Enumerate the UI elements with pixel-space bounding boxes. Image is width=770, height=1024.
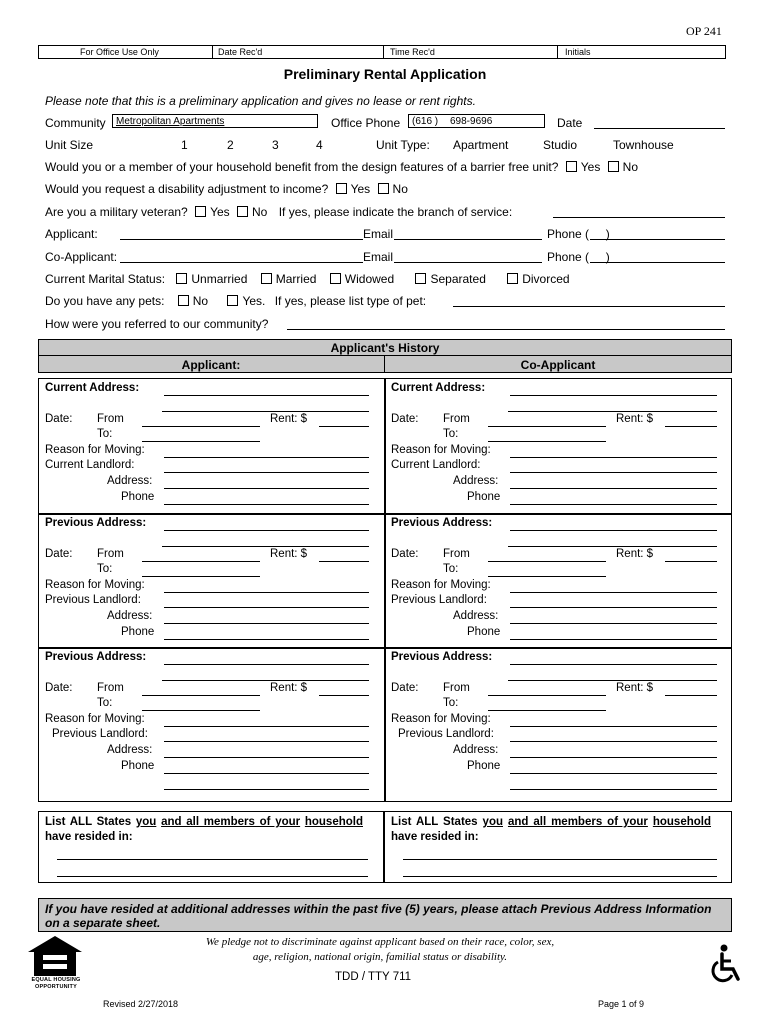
applicant-name-field[interactable] (120, 239, 363, 240)
applicant-previous-2-address-field-1[interactable] (164, 664, 369, 665)
co-applicant-current-from-field[interactable] (488, 426, 606, 427)
time-recd-label: Time Rec'd (390, 47, 435, 57)
applicant-current-rent-label: Rent: $ (270, 413, 308, 425)
co-applicant-current-landlord-address-field[interactable] (510, 488, 717, 489)
co-applicant-previous-1-rent-label: Rent: $ (616, 548, 654, 560)
applicant-previous-2-reason-label: Reason for Moving: (45, 713, 145, 725)
marital-separated-checkbox[interactable] (415, 273, 426, 284)
applicant-previous-2-address-field-2[interactable] (162, 680, 369, 681)
applicant-current-from-label: From (97, 413, 124, 425)
applicant-previous-1-landlord-label: Previous Landlord: (45, 594, 141, 606)
branch-field[interactable] (553, 217, 725, 218)
co-applicant-previous-1-date-label: Date: (391, 548, 419, 560)
pets-row: Do you have any pets: No Yes. If yes, please list type of pet: (45, 294, 427, 308)
co-applicant-current-to-field[interactable] (488, 441, 606, 442)
applicant-previous-1-from-field[interactable] (142, 561, 260, 562)
additional-notice-text: If you have resided at additional addresses within the past five (5) years, please attach Previous Address Information on a separate sheet. (45, 902, 712, 930)
applicant-current-reason-field[interactable] (164, 457, 369, 458)
applicant-previous-2-landlord-phone-label: Phone (121, 760, 155, 772)
co-applicant-previous-2-landlord-address-label: Address: (453, 744, 499, 756)
applicant-current-landlord-address-label: Address: (107, 475, 153, 487)
co-applicant-phone-field[interactable] (590, 262, 725, 263)
applicant-previous-2-landlord-label: Previous Landlord: (52, 728, 148, 740)
applicant-previous-1-from-label: From (97, 548, 124, 560)
applicant-previous-2-landlord-field[interactable] (164, 741, 369, 742)
unit-type-studio[interactable]: Studio (543, 138, 578, 152)
unit-size-label: Unit Size (45, 138, 94, 152)
states-field-co-applicant-1[interactable] (403, 859, 717, 860)
page-title: Preliminary Rental Application (283, 66, 487, 82)
co-applicant-previous-2-rent-label: Rent: $ (616, 682, 654, 694)
states-label-co-applicant: List ALL States you and all members of your household have resided in: (391, 816, 711, 843)
unit-type-apartment[interactable]: Apartment (453, 138, 509, 152)
initials-label: Initials (565, 47, 591, 57)
area-code: (616 ) (412, 116, 439, 127)
co-applicant-current-from-label: From (443, 413, 470, 425)
applicant-previous-1-address-field-2[interactable] (162, 546, 369, 547)
applicant-previous-2-landlord-address-label: Address: (107, 744, 153, 756)
revised-date: Revised 2/27/2018 (103, 999, 179, 1009)
community-label: Community (45, 116, 106, 130)
co-applicant-email-label: Email (363, 250, 394, 264)
page-number: Page 1 of 9 (598, 999, 645, 1009)
co-applicant-name-field[interactable] (120, 262, 363, 263)
co-applicant-previous-1-landlord-phone-label: Phone (467, 626, 501, 638)
disability-yes-checkbox[interactable] (336, 183, 347, 194)
applicant-email-label: Email (363, 227, 394, 241)
applicant-current-landlord-address-field[interactable] (164, 488, 369, 489)
disability-no-checkbox[interactable] (378, 183, 389, 194)
states-field-co-applicant-2[interactable] (403, 876, 717, 877)
applicant-current-date-label: Date: (45, 413, 73, 425)
marital-divorced-checkbox[interactable] (507, 273, 518, 284)
co-applicant-previous-1-to-field[interactable] (488, 576, 606, 577)
tdd-text: TDD / TTY 711 (335, 971, 412, 983)
date-recd-label: Date Rec'd (218, 47, 263, 57)
co-applicant-previous-2-address-label: Previous Address: (391, 651, 493, 663)
applicant-previous-1-reason-label: Reason for Moving: (45, 579, 145, 591)
co-applicant-previous-2-landlord-phone-field[interactable] (510, 773, 717, 774)
applicant-previous-2-date-label: Date: (45, 682, 73, 694)
co-applicant-previous-2-landlord-field[interactable] (510, 741, 717, 742)
co-applicant-previous-2-address-field-1[interactable] (510, 664, 717, 665)
applicant-phone-field[interactable] (590, 239, 725, 240)
co-applicant-previous-2-extra-field[interactable] (510, 789, 717, 790)
co-applicant-previous-1-to-label: To: (443, 563, 459, 575)
applicant-previous-2-address-label: Previous Address: (45, 651, 147, 663)
co-applicant-previous-1-address-field-1[interactable] (510, 530, 717, 531)
co-applicant-previous-2-address-field-2[interactable] (508, 680, 717, 681)
applicant-current-address-label: Current Address: (45, 382, 140, 394)
co-applicant-previous-2-from-field[interactable] (488, 695, 606, 696)
marital-widowed-checkbox[interactable] (330, 273, 341, 284)
unit-size-1[interactable]: 1 (181, 138, 188, 152)
applicant-previous-2-from-field[interactable] (142, 695, 260, 696)
co-applicant-current-to-label: To: (443, 428, 459, 440)
unit-size-4[interactable]: 4 (316, 138, 323, 152)
applicant-column-header: Applicant: (181, 358, 241, 372)
co-applicant-previous-2-to-field[interactable] (488, 710, 606, 711)
pet-type-field[interactable] (453, 306, 725, 307)
co-applicant-phone-label: Phone ( ) (547, 250, 610, 264)
community-value: Metropolitan Apartments (116, 116, 225, 127)
pledge-text: We pledge not to discriminate against applicant based on their race, color, sex, age, religion, national origin, familial status or disability. (205, 936, 555, 963)
applicant-previous-1-landlord-phone-field[interactable] (164, 639, 369, 640)
co-applicant-current-landlord-phone-label: Phone (467, 491, 501, 503)
co-applicant-current-landlord-phone-field[interactable] (510, 504, 717, 505)
applicant-current-to-field[interactable] (142, 441, 260, 442)
marital-row: Current Marital Status: Unmarried Married Widowed Separated Divorced (45, 272, 570, 286)
applicant-phone-label: Phone ( ) (547, 227, 610, 241)
veteran-row: Are you a military veteran? Yes No If yes, please indicate the branch of service: (45, 205, 513, 219)
applicant-previous-2-to-label: To: (97, 697, 113, 709)
referral-label: How were you referred to our community? (45, 317, 269, 331)
applicant-previous-1-to-label: To: (97, 563, 113, 575)
applicant-previous-2-from-label: From (97, 682, 124, 694)
form-number: OP 241 (686, 24, 722, 38)
co-applicant-email-field[interactable] (394, 262, 542, 263)
co-applicant-previous-1-from-field[interactable] (488, 561, 606, 562)
applicant-email-field[interactable] (394, 239, 542, 240)
co-applicant-previous-2-rent-field[interactable] (665, 695, 717, 696)
marital-unmarried-checkbox[interactable] (176, 273, 187, 284)
applicant-previous-2-extra-field[interactable] (164, 789, 369, 790)
barrier-free-yes-checkbox[interactable] (566, 161, 577, 172)
co-applicant-previous-2-reason-field[interactable] (510, 726, 717, 727)
co-applicant-previous-1-address-label: Previous Address: (391, 517, 493, 529)
co-applicant-current-reason-field[interactable] (510, 457, 717, 458)
co-applicant-previous-2-from-label: From (443, 682, 470, 694)
applicant-previous-1-landlord-field[interactable] (164, 607, 369, 608)
pets-yes-checkbox[interactable] (227, 295, 238, 306)
co-applicant-previous-2-date-label: Date: (391, 682, 419, 694)
co-applicant-previous-1-reason-field[interactable] (510, 592, 717, 593)
applicant-previous-1-address-label: Previous Address: (45, 517, 147, 529)
history-title: Applicant's History (330, 341, 440, 355)
co-applicant-current-reason-label: Reason for Moving: (391, 444, 491, 456)
veteran-yes-checkbox[interactable] (195, 206, 206, 217)
applicant-previous-2-rent-label: Rent: $ (270, 682, 308, 694)
notice-text: Please note that this is a preliminary application and gives no lease or rent rights. (45, 94, 476, 108)
co-applicant-current-landlord-address-label: Address: (453, 475, 499, 487)
co-applicant-current-landlord-label: Current Landlord: (391, 459, 481, 471)
disability-row: Would you request a disability adjustment to income? Yes No (45, 182, 408, 196)
applicant-previous-1-to-field[interactable] (142, 576, 260, 577)
wheelchair-icon (706, 943, 742, 985)
applicant-previous-2-landlord-phone-field[interactable] (164, 773, 369, 774)
applicant-previous-2-reason-field[interactable] (164, 726, 369, 727)
co-applicant-previous-2-reason-label: Reason for Moving: (391, 713, 491, 725)
office-use-label: For Office Use Only (80, 47, 159, 57)
date-label: Date (557, 116, 583, 130)
states-field-applicant-2[interactable] (57, 876, 368, 877)
co-applicant-previous-2-to-label: To: (443, 697, 459, 709)
co-applicant-current-date-label: Date: (391, 413, 419, 425)
unit-type-label: Unit Type: (376, 138, 430, 152)
co-applicant-current-rent-field[interactable] (665, 426, 717, 427)
office-phone-value: 698-9696 (450, 116, 493, 127)
applicant-current-landlord-label: Current Landlord: (45, 459, 135, 471)
applicant-previous-1-reason-field[interactable] (164, 592, 369, 593)
co-applicant-previous-2-landlord-address-field[interactable] (510, 757, 717, 758)
co-applicant-label: Co-Applicant: (45, 250, 118, 264)
barrier-free-row: Would you or a member of your household benefit from the design features of a barrier free unit? Yes No (45, 160, 639, 174)
applicant-previous-1-address-field-1[interactable] (164, 530, 369, 531)
co-applicant-previous-2-landlord-phone-label: Phone (467, 760, 501, 772)
co-applicant-current-address-field-1[interactable] (510, 395, 717, 396)
equal-housing-text: EQUAL HOUSING OPPORTUNITY (31, 977, 81, 990)
unit-size-2[interactable]: 2 (227, 138, 234, 152)
co-applicant-previous-1-landlord-label: Previous Landlord: (391, 594, 487, 606)
co-applicant-previous-1-landlord-field[interactable] (510, 607, 717, 608)
applicant-label: Applicant: (45, 227, 98, 241)
date-field[interactable] (594, 128, 725, 129)
applicant-current-reason-label: Reason for Moving: (45, 444, 145, 456)
applicant-current-to-label: To: (97, 428, 113, 440)
applicant-current-from-field[interactable] (142, 426, 260, 427)
co-applicant-current-rent-label: Rent: $ (616, 413, 654, 425)
veteran-no-checkbox[interactable] (237, 206, 248, 217)
applicant-current-landlord-phone-label: Phone (121, 491, 155, 503)
marital-married-checkbox[interactable] (261, 273, 272, 284)
co-applicant-column-header: Co-Applicant (520, 358, 596, 372)
pets-no-checkbox[interactable] (178, 295, 189, 306)
applicant-current-rent-field[interactable] (319, 426, 369, 427)
applicant-previous-1-date-label: Date: (45, 548, 73, 560)
applicant-previous-1-rent-field[interactable] (319, 561, 369, 562)
co-applicant-current-address-label: Current Address: (391, 382, 486, 394)
applicant-previous-2-rent-field[interactable] (319, 695, 369, 696)
co-applicant-previous-1-from-label: From (443, 548, 470, 560)
co-applicant-previous-1-reason-label: Reason for Moving: (391, 579, 491, 591)
applicant-current-landlord-phone-field[interactable] (164, 504, 369, 505)
co-applicant-previous-2-landlord-label: Previous Landlord: (398, 728, 494, 740)
co-applicant-previous-1-landlord-address-label: Address: (453, 610, 499, 622)
applicant-current-address-field-1[interactable] (164, 395, 369, 396)
applicant-previous-1-landlord-address-field[interactable] (164, 623, 369, 624)
co-applicant-previous-1-rent-field[interactable] (665, 561, 717, 562)
applicant-previous-1-landlord-phone-label: Phone (121, 626, 155, 638)
barrier-free-no-checkbox[interactable] (608, 161, 619, 172)
states-field-applicant-1[interactable] (57, 859, 368, 860)
applicant-current-address-field-2[interactable] (162, 411, 369, 412)
co-applicant-current-address-field-2[interactable] (508, 411, 717, 412)
applicant-previous-2-landlord-address-field[interactable] (164, 757, 369, 758)
co-applicant-previous-1-landlord-phone-field[interactable] (510, 639, 717, 640)
unit-size-3[interactable]: 3 (272, 138, 279, 152)
office-phone-label: Office Phone (331, 116, 401, 130)
unit-type-townhouse[interactable]: Townhouse (613, 138, 674, 152)
co-applicant-previous-1-landlord-address-field[interactable] (510, 623, 717, 624)
applicant-previous-2-to-field[interactable] (142, 710, 260, 711)
applicant-previous-1-rent-label: Rent: $ (270, 548, 308, 560)
applicant-previous-1-landlord-address-label: Address: (107, 610, 153, 622)
applicant-current-landlord-field[interactable] (164, 472, 369, 473)
co-applicant-previous-1-address-field-2[interactable] (508, 546, 717, 547)
referral-field[interactable] (287, 329, 725, 330)
co-applicant-current-landlord-field[interactable] (510, 472, 717, 473)
states-label-applicant: List ALL States you and all members of your household have resided in: (45, 816, 363, 843)
